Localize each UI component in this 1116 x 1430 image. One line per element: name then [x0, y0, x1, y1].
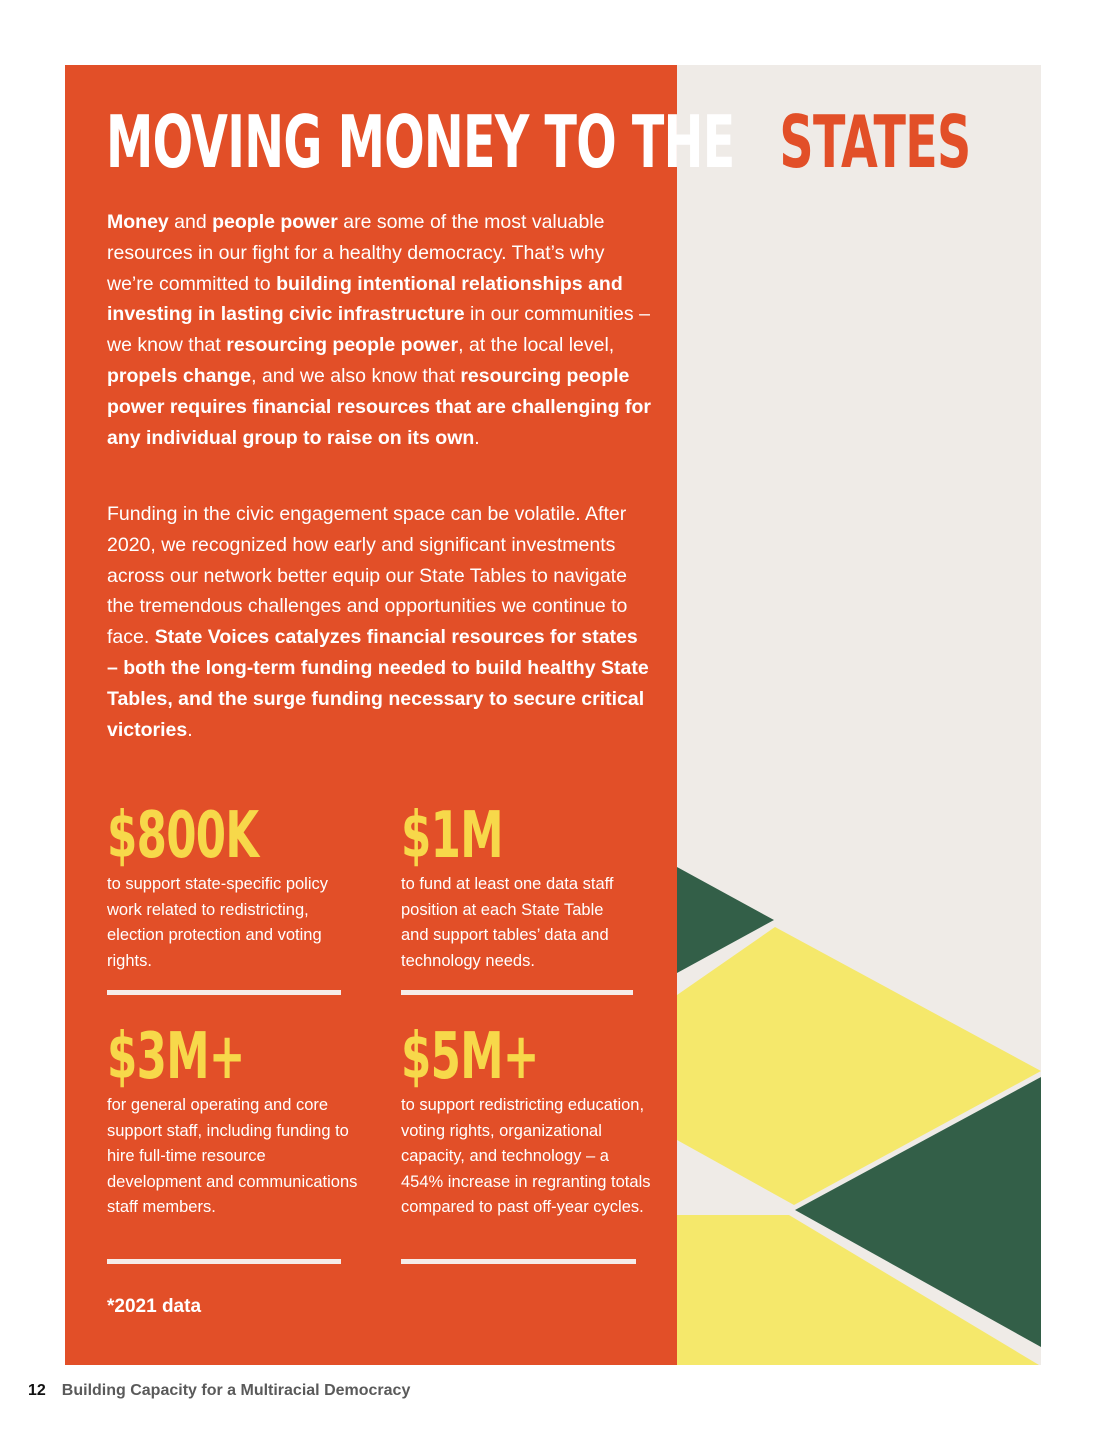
stat-value: $1M	[401, 799, 503, 873]
title-part-1: MOVING MONEY TO THE	[106, 100, 735, 184]
page-number: 12	[28, 1382, 46, 1399]
stat-5m	[401, 1021, 651, 1221]
page-footer	[28, 1382, 410, 1400]
stat-description: to support state-specific policy work related to redistricting, election protection and voting rights.	[107, 875, 329, 970]
divider-rule	[401, 1259, 636, 1264]
stat-value: $5M+	[401, 1020, 539, 1094]
intro-paragraph	[107, 207, 652, 453]
divider-rule	[401, 990, 633, 995]
bold-text-run: people power	[212, 211, 338, 233]
text-run: Funding in the civic engagement space can be volatile. After 2020, we recognized how early and significant investments across our network better equip our State Tables to navigate the tremendous challenges and opportunities we continue to face.	[107, 503, 628, 649]
stat-1m	[401, 800, 651, 974]
stat-value: $800K	[107, 799, 259, 873]
text-run: and	[168, 211, 213, 233]
bold-text-run: Money	[107, 211, 169, 233]
geometric-triangles-graphic	[677, 65, 1041, 1365]
text-run: , at the local level,	[458, 334, 615, 357]
bold-text-run: building intentional relationships and investing in lasting civic infrastructure	[107, 272, 623, 326]
footnote: *2021 data	[107, 1296, 202, 1317]
stat-description: to fund at least one data staff position at each State Table and support tables’ data and technology needs.	[401, 875, 614, 970]
text-run: in our communities – we know that	[107, 303, 650, 357]
divider-rule	[107, 1259, 341, 1264]
text-run: .	[187, 718, 193, 741]
decorative-panel	[677, 65, 1041, 1365]
stat-800k	[107, 800, 357, 974]
stat-description: to support redistricting education, voting rights, organizational capacity, and technology – a 454% increase in regranting totals compared to past off-year cycles.	[401, 1096, 651, 1216]
funding-paragraph	[107, 499, 652, 745]
page-title	[106, 100, 971, 184]
bold-text-run: resourcing people power	[226, 334, 459, 357]
stat-description: for general operating and core support staff, including funding to hire full-time resource development and communications staff members.	[107, 1096, 358, 1216]
document-title: Building Capacity for a Multiracial Democracy	[61, 1382, 411, 1399]
stat-3m	[107, 1021, 357, 1221]
bold-text-run: resourcing people power requires financial resources that are challenging for any individual group to raise on its own	[107, 364, 651, 449]
bold-text-run: State Voices catalyzes financial resources for states – both the long-term funding needed to build healthy State Tables, and the surge funding necessary to secure critical victories	[107, 626, 649, 741]
title-part-2: STATES	[779, 100, 971, 184]
bold-text-run: propels change	[107, 364, 252, 387]
divider-rule	[107, 990, 341, 995]
text-run: , and we also know that	[251, 364, 461, 387]
stat-value: $3M+	[107, 1020, 245, 1094]
text-run: .	[474, 426, 480, 449]
text-run: are some of the most valuable resources in our fight for a healthy democracy. That’s why we’re committed to	[107, 211, 605, 295]
